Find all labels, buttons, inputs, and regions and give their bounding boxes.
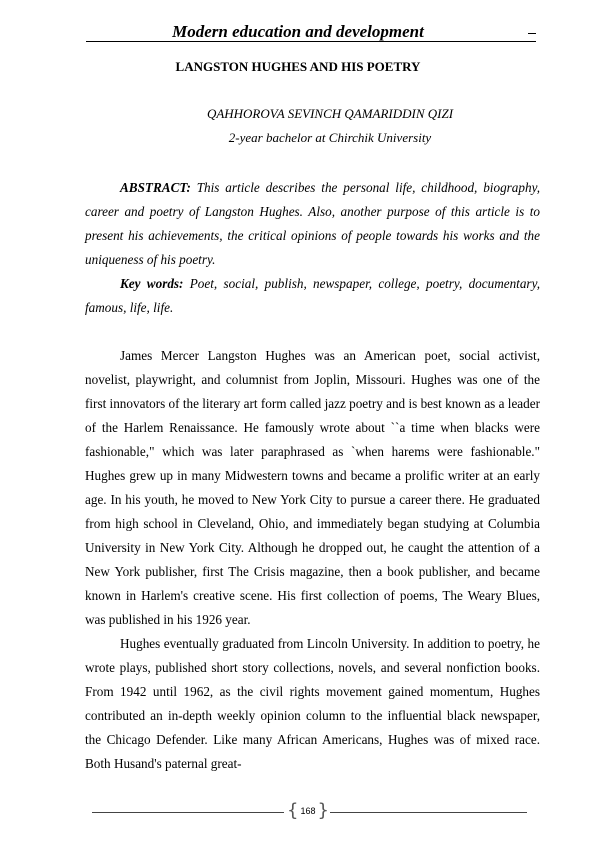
keywords-text: Poet, social, publish, newspaper, college, poetry, documentary, famous, life, life. (85, 276, 540, 315)
page-number: 168 (300, 806, 316, 816)
left-brace-icon: { (287, 800, 299, 821)
keywords-paragraph (85, 272, 540, 320)
header-rule (86, 41, 536, 42)
page-number-box (287, 801, 329, 823)
author-affiliation: 2-year bachelor at Chirchik University (228, 130, 432, 145)
abstract-text: This article describes the personal life, childhood, biography, career and poetry of Langston Hughes. Also, another purpose of this article is to present his achievements, the critical opinions of people towards his works and the uniqueness of his poetry. (85, 180, 540, 267)
keywords-label: Key words: (120, 276, 184, 291)
right-brace-icon: } (317, 800, 329, 821)
abstract (85, 176, 540, 272)
header-rule-tick (528, 33, 536, 34)
abstract-label: ABSTRACT: (120, 180, 191, 195)
journal-title: Modern education and development (172, 22, 424, 41)
footer-rule-left (92, 812, 284, 813)
author-name: QAHHOROVA SEVINCH QAMARIDDIN QIZI (206, 106, 454, 121)
article-body (85, 344, 540, 776)
keywords (85, 272, 540, 320)
body-paragraph: Hughes eventually graduated from Lincoln University. In addition to poetry, he wrote plays, published short story collections, novels, and several nonfiction books. From 1942 until 1962, as the civil rights movement gained momentum, Hughes contributed an in-depth weekly opinion column to the influential black newspaper, the Chicago Defender. Like many African Americans, Hughes was of mixed race. Both Husand's paternal great- (85, 636, 540, 771)
abstract-paragraph (85, 176, 540, 272)
footer-rule-right (330, 812, 527, 813)
body-paragraph: James Mercer Langston Hughes was an American poet, social activist, novelist, playwright, and columnist from Joplin, Missouri. Hughes was one of the first innovators of the literary art form called jazz poetry and is best known as a leader of the Harlem Renaissance. He famously wrote about ``a time when blacks were fashionable," which was later paraphrased as `when harems were fashionable." Hughes grew up in many Midwestern towns and became a prolific writer at an early age. In his youth, he moved to New York City to pursue a career there. He graduated from high school in Cleveland, Ohio, and immediately began studying at Columbia University in New York City. Although he dropped out, he caught the attention of a New York publisher, first The Crisis magazine, then a book publisher, and became known in Harlem's creative scene. His first collection of poems, The Weary Blues, was published in his 1926 year. (85, 348, 540, 627)
article-title: LANGSTON HUGHES AND HIS POETRY (175, 59, 421, 74)
